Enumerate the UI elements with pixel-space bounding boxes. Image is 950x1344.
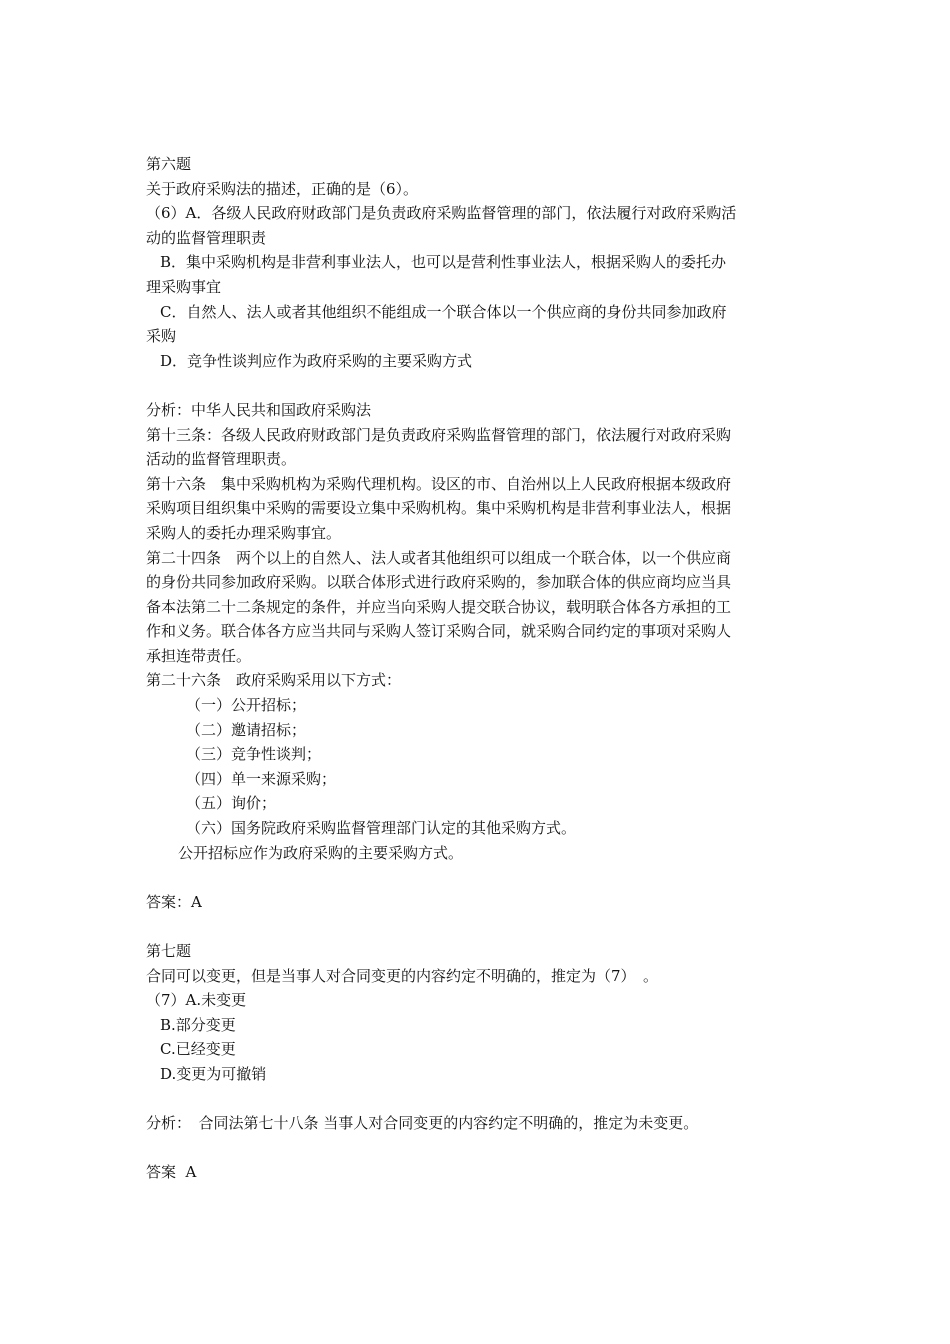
q7-heading: 第七题	[146, 942, 192, 960]
q6-option-a-line1: （6）A．各级人民政府财政部门是负责政府采购监督管理的部门，依法履行对政府采购活	[146, 204, 737, 223]
q6-heading: 第六题	[146, 155, 192, 173]
q6-article16-line3: 采购人的委托办理采购事宜。	[146, 523, 342, 542]
q6-option-c-line1: C．自然人、法人或者其他组织不能组成一个联合体以一个供应商的身份共同参加政府	[160, 302, 727, 321]
spacer	[146, 373, 811, 398]
spacer	[146, 1136, 811, 1161]
q6-answer: 答案：A	[146, 892, 202, 911]
q6-stem: 关于政府采购法的描述，正确的是（6）。	[146, 179, 419, 198]
q6-method-item: （六）国务院政府采购监督管理部门认定的其他采购方式。	[186, 819, 577, 838]
q6-article26-title: 第二十六条 政府采购采用以下方式：	[146, 671, 402, 690]
spacer	[146, 914, 811, 939]
q7-analysis: 分析： 合同法第七十八条 当事人对合同变更的内容约定不明确的，推定为未变更。	[146, 1114, 699, 1133]
q6-method-item: （一）公开招标；	[186, 696, 307, 715]
q7-option-c: C.已经变更	[160, 1040, 236, 1059]
q6-method-item: （四）单一来源采购；	[186, 769, 337, 788]
q6-article16-line1: 第十六条 集中采购机构为采购代理机构。设区的市、自治州以上人民政府根据本级政府	[146, 474, 732, 493]
q7-stem: 合同可以变更，但是当事人对合同变更的内容约定不明确的，推定为（7） 。	[146, 966, 659, 985]
q7-option-d: D.变更为可撤销	[160, 1064, 267, 1083]
q6-method-item: （二）邀请招标；	[186, 720, 307, 739]
document-page	[146, 152, 811, 1185]
q6-option-b-line2: 理采购事宜	[146, 277, 222, 296]
q6-option-c-line2: 采购	[146, 327, 177, 346]
q6-option-d: D．竞争性谈判应作为政府采购的主要采购方式	[160, 351, 473, 370]
q6-article24-line4: 作和义务。联合体各方应当共同与采购人签订采购合同，就采购合同约定的事项对采购人	[146, 622, 732, 641]
spacer	[146, 1087, 811, 1112]
q6-method-item: （五）询价；	[186, 794, 277, 813]
q7-option-a: （7）A.未变更	[146, 991, 247, 1010]
q6-article24-line1: 第二十四条 两个以上的自然人、法人或者其他组织可以组成一个联合体，以一个供应商	[146, 548, 732, 567]
q6-article24-line2: 的身份共同参加政府采购。以联合体形式进行政府采购的，参加联合体的供应商均应当具	[146, 573, 732, 592]
q6-article24-line5: 承担连带责任。	[146, 646, 252, 665]
spacer	[146, 865, 811, 890]
q6-article24-line3: 备本法第二十二条规定的条件，并应当向采购人提交联合协议，载明联合体各方承担的工	[146, 597, 732, 616]
q7-answer: 答案 A	[146, 1163, 197, 1182]
q6-option-a-line2: 动的监督管理职责	[146, 228, 267, 247]
q6-analysis-title: 分析：中华人民共和国政府采购法	[146, 400, 372, 419]
q6-article26-note: 公开招标应作为政府采购的主要采购方式。	[178, 843, 464, 862]
q6-article13-line2: 活动的监督管理职责。	[146, 450, 297, 469]
q6-article13-line1: 第十三条：各级人民政府财政部门是负责政府采购监督管理的部门，依法履行对政府采购	[146, 425, 732, 444]
q6-option-b-line1: B．集中采购机构是非营利事业法人，也可以是营利性事业法人，根据采购人的委托办	[160, 253, 727, 272]
q6-method-item: （三）竞争性谈判；	[186, 745, 322, 764]
q7-option-b: B.部分变更	[160, 1015, 236, 1034]
q6-article16-line2: 采购项目组织集中采购的需要设立集中采购机构。集中采购机构是非营利事业法人，根据	[146, 499, 732, 518]
